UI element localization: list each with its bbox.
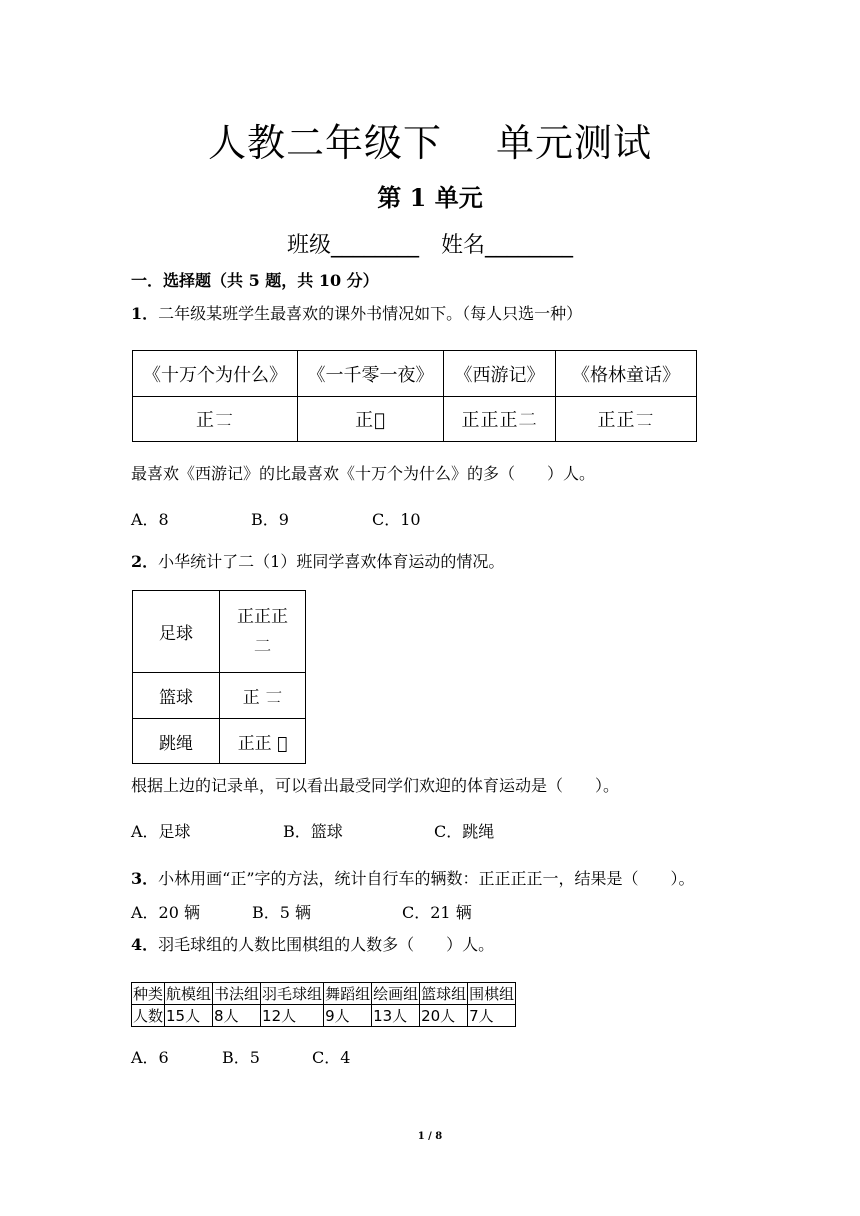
- section-heading: 一．选择题（共 5 题，共 10 分）: [131, 271, 379, 290]
- table-cell: 人数: [132, 1005, 165, 1027]
- question-3-number: 3．: [131, 869, 159, 888]
- book-tally-table: [132, 350, 697, 442]
- option-a[interactable]: A．8: [131, 510, 169, 529]
- question-4-prompt: [131, 932, 494, 955]
- table-cell: 20人: [420, 1005, 468, 1027]
- title-left: 人教二年级下: [207, 121, 442, 165]
- question-3-text: 小林用画“正”字的方法，统计自行车的辆数：正正正正一，结果是（ ）。: [158, 869, 695, 888]
- tally-cell: 正正𠄟: [556, 397, 697, 442]
- table-header-cell: 航模组: [165, 983, 213, 1005]
- page-title: [0, 112, 860, 167]
- tally-cell: 正𠄠: [298, 397, 444, 442]
- question-1-number: 1．: [131, 304, 159, 323]
- table-header-cell: 围棋组: [468, 983, 516, 1005]
- table-header-cell: 《西游记》: [444, 351, 556, 397]
- question-2-stem: 根据上边的记录单，可以看出最受同学们欢迎的体育运动是（ ）。: [131, 776, 620, 795]
- table-header-cell: 《十万个为什么》: [133, 351, 298, 397]
- table-cell: 15人: [165, 1005, 213, 1027]
- option-c[interactable]: C．21 辆: [402, 903, 472, 922]
- name-field-label: 姓名________: [441, 233, 574, 258]
- table-cell: 13人: [372, 1005, 420, 1027]
- class-field-label: 班级________: [286, 233, 419, 258]
- option-c[interactable]: C．跳绳: [434, 822, 495, 841]
- tally-cell: [220, 591, 306, 673]
- table-cell: 7人: [468, 1005, 516, 1027]
- group-count-table: [131, 982, 516, 1027]
- sport-cell: 足球: [133, 591, 220, 673]
- option-a[interactable]: A．20 辆: [131, 903, 201, 922]
- tally-line: 𠄞: [254, 636, 271, 657]
- table-header-cell: 篮球组: [420, 983, 468, 1005]
- page-number: 1 / 8: [417, 1131, 443, 1142]
- table-header-cell: 种类: [132, 983, 165, 1005]
- question-1-text: 二年级某班学生最喜欢的课外书情况如下。（每人只选一种）: [158, 304, 583, 323]
- option-b[interactable]: B．5 辆: [252, 903, 312, 922]
- option-b[interactable]: B．篮球: [283, 822, 343, 841]
- question-3-prompt: [131, 866, 695, 889]
- table-cell: 12人: [261, 1005, 324, 1027]
- table-cell: 9人: [324, 1005, 372, 1027]
- question-2-prompt: [131, 549, 504, 572]
- option-b[interactable]: B．9: [251, 510, 289, 529]
- option-c[interactable]: C．4: [312, 1048, 351, 1067]
- question-4-number: 4．: [131, 935, 159, 954]
- sport-cell: 篮球: [133, 673, 220, 719]
- table-cell: 8人: [213, 1005, 261, 1027]
- option-a[interactable]: A．足球: [131, 822, 191, 841]
- unit-subtitle: 第 1 单元: [377, 183, 483, 212]
- table-header-cell: 绘画组: [372, 983, 420, 1005]
- option-c[interactable]: C．10: [372, 510, 421, 529]
- tally-line: 正正正: [237, 606, 288, 627]
- table-header-cell: 《格林童话》: [556, 351, 697, 397]
- tally-cell: 正正 𠄠: [220, 719, 306, 764]
- option-a[interactable]: A．6: [131, 1048, 169, 1067]
- question-2-text: 小华统计了二（1）班同学喜欢体育运动的情况。: [158, 552, 505, 571]
- tally-cell: 正 𠄟: [220, 673, 306, 719]
- student-info-line: [0, 228, 860, 259]
- table-header-cell: 《一千零一夜》: [298, 351, 444, 397]
- table-header-cell: 舞蹈组: [324, 983, 372, 1005]
- table-header-cell: 羽毛球组: [261, 983, 324, 1005]
- question-4-text: 羽毛球组的人数比围棋组的人数多（ ）人。: [158, 935, 495, 954]
- tally-cell: 正𠄟: [133, 397, 298, 442]
- option-b[interactable]: B．5: [222, 1048, 260, 1067]
- question-2-number: 2．: [131, 552, 159, 571]
- title-right: 单元测试: [496, 121, 653, 165]
- table-header-cell: 书法组: [213, 983, 261, 1005]
- question-1-stem: 最喜欢《西游记》的比最喜欢《十万个为什么》的多（ ）人。: [131, 464, 596, 483]
- sport-cell: 跳绳: [133, 719, 220, 764]
- tally-cell: 正正正𠄞: [444, 397, 556, 442]
- question-1-prompt: [131, 301, 582, 324]
- sports-tally-table: [132, 590, 306, 764]
